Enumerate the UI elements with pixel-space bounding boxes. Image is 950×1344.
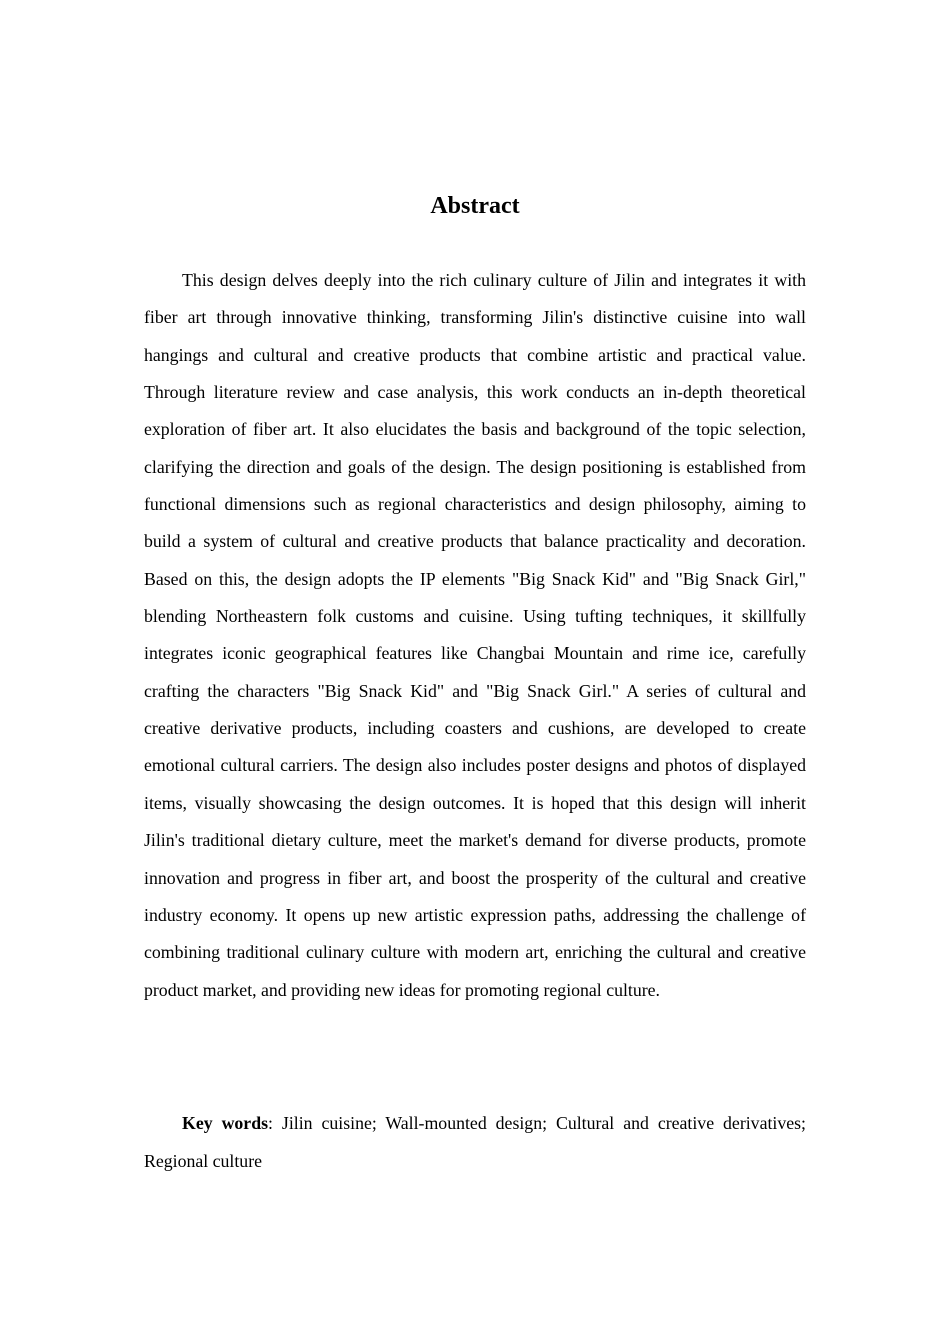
keywords-text: Jilin cuisine; Wall-mounted design; Cultural and creative derivatives; Regional culture (144, 1113, 806, 1171)
keywords-separator: : (268, 1113, 282, 1133)
keywords-label: Key words (182, 1113, 268, 1133)
abstract-paragraph: This design delves deeply into the rich culinary culture of Jilin and integrates it with fiber art through innovative thinking, transforming Jilin's distinctive cuisine into wall hangings and cultural and creative products that combine artistic and practical value. Through literature review and case analysis, this work conducts an in-depth theoretical exploration of fiber art. It also elucidates the basis and background of the topic selection, clarifying the direction and goals of the design. The design positioning is established from functional dimensions such as regional characteristics and design philosophy, aiming to build a system of cultural and creative products that balance practicality and decoration. Based on this, the design adopts the IP elements "Big Snack Kid" and "Big Snack Girl," blending Northeastern folk customs and cuisine. Using tufting techniques, it skillfully integrates iconic geographical features like Changbai Mountain and rime ice, carefully crafting the characters "Big Snack Kid" and "Big Snack Girl." A series of cultural and creative derivative products, including coasters and cushions, are developed to create emotional cultural carriers. The design also includes poster designs and photos of displayed items, visually showcasing the design outcomes. It is hoped that this design will inherit Jilin's traditional dietary culture, meet the market's demand for diverse products, promote innovation and progress in fiber art, and boost the prosperity of the cultural and creative industry economy. It opens up new artistic expression paths, addressing the challenge of combining traditional culinary culture with modern art, enriching the cultural and creative product market, and providing new ideas for promoting regional culture. (144, 270, 806, 1000)
page-title: Abstract (430, 193, 520, 219)
keywords-line (144, 1105, 806, 1180)
